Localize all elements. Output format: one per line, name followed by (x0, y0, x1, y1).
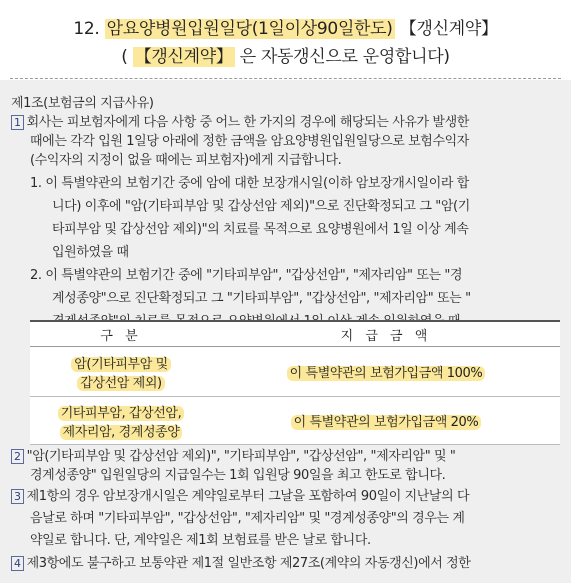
document-body (0, 80, 571, 583)
para-number-3: 3 (11, 489, 24, 504)
para2-line1: 2 "암(기타피부암 및 갑상선암 제외)", "기타피부암", "갑상선암", "제자리암" 및 " (11, 445, 456, 464)
item1-line3: 타피부암 및 갑상선암 제외)"의 치료를 목적으로 요양병원에서 1일 이상 계속 (52, 222, 469, 237)
para-number-4: 4 (11, 556, 24, 571)
document-header (0, 0, 571, 80)
amount-cell: 이 특별약관의 보험가입금액 100% (212, 347, 560, 397)
header-subtitle-line (0, 42, 571, 67)
item1-line2: 니다) 이후에 "암(기타피부암 및 갑상선암 제외)"으로 진단확정되고 그 "암(기 (52, 199, 470, 214)
header-divider (10, 78, 561, 79)
para3-line3: 약일로 합니다. 단, 계약일은 제1회 보험료를 받은 날로 합니다. (30, 533, 371, 548)
para2-line2: 경계성종양" 입원일당의 지급일수는 1회 입원당 90일을 최고 한도로 합니다. (30, 468, 446, 483)
item2-line1: 2. 이 특별약관의 보험기간 중에 "기타피부암", "갑상선암", "제자리암" 또는 "경 (30, 268, 463, 283)
table-row (30, 397, 560, 445)
article-title: 제1조(보험금의 지급사유) (11, 96, 154, 111)
item1-line1: 1. 이 특별약관의 보험기간 중에 암에 대한 보장개시일(이하 암보장개시일이라 합 (30, 176, 469, 191)
para1-line1: 1 회사는 피보험자에게 다음 사항 중 어느 한 가지의 경우에 해당되는 사유가 발생한 (11, 111, 469, 130)
subtitle-tag: 【갱신계약】 (134, 47, 233, 67)
renewal-tag: 【갱신계약】 (399, 19, 498, 39)
para-number-1: 1 (11, 115, 24, 130)
section-title: 암요양병원입원일당(1일이상90일한도) (106, 19, 393, 39)
amount-cell: 이 특별약관의 보험가입금액 20% (212, 397, 560, 445)
category-cell: 기타피부암, 갑상선암, 제자리암, 경계성종양 (30, 397, 212, 445)
table-header-category: 구 분 (30, 321, 212, 347)
para4-line1: 4 제3항에도 불구하고 보통약관 제1절 일반조항 제27조(계약의 자동갱신)에서 정한 (11, 552, 470, 571)
para3-line1: 3 제1항의 경우 암보장개시일은 계약일로부터 그날을 포함하여 90일이 지난날의 다 (11, 485, 469, 504)
para-number-2: 2 (11, 449, 24, 464)
item1-line4: 입원하였을 때 (52, 245, 129, 260)
subtitle-text: 은 자동갱신으로 운영합니다) (234, 47, 450, 67)
table-header-row (30, 321, 560, 347)
para1-line2: 때에는 각각 입원 1일당 아래에 정한 금액을 암요양병원입원일당으로 보험수익자 (30, 134, 469, 149)
table-header-amount: 지 급 금 액 (212, 321, 560, 347)
header-title-line (0, 14, 571, 39)
category-cell: 암(기타피부암 및 갑상선암 제외) (30, 347, 212, 397)
subtitle-open: ( (121, 47, 133, 67)
para1-line3: (수익자의 지정이 없을 때에는 피보험자)에게 지급합니다. (30, 153, 342, 168)
table-row (30, 347, 560, 397)
para3-line2: 음날로 하며 "기타피부암", "갑상선암", "제자리암" 및 "경계성종양"의 경우는 계 (30, 511, 465, 526)
item2-line2: 계성종양"으로 진단확정되고 그 "기타피부암", "갑상선암", "제자리암" 또는 " (52, 291, 471, 306)
benefit-table (30, 320, 560, 445)
section-number: 12. (73, 19, 100, 39)
